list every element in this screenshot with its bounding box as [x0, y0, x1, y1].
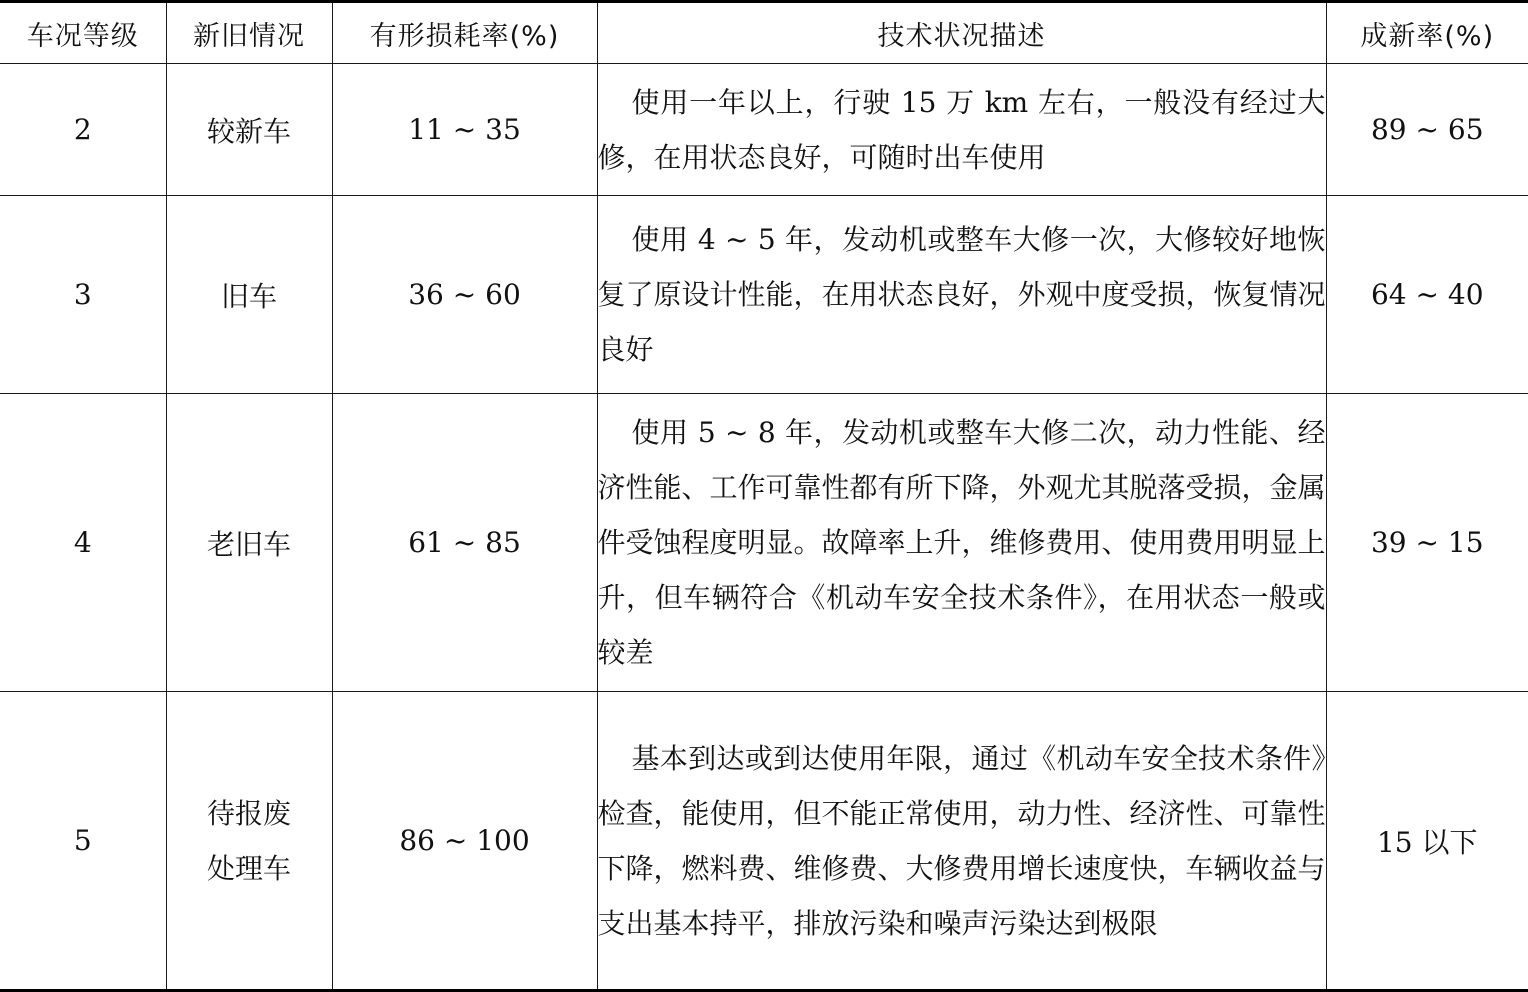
wear-rate-cell: 86 ~ 100	[332, 692, 597, 991]
new-rate-cell: 15 以下	[1326, 692, 1528, 991]
status-line: 处理车	[206, 851, 291, 885]
description-cell: 使用一年以上，行驶 15 万 km 左右，一般没有经过大修，在用状态良好，可随时出车使用	[597, 64, 1326, 196]
wear-rate-cell: 11 ~ 35	[332, 64, 597, 196]
grade-cell: 5	[0, 692, 166, 991]
wear-rate-cell: 36 ~ 60	[332, 196, 597, 394]
status-cell	[166, 692, 332, 991]
header-grade: 车况等级	[0, 2, 166, 64]
new-rate-cell: 39 ~ 15	[1326, 394, 1528, 692]
description-cell: 使用 4 ~ 5 年，发动机或整车大修一次，大修较好地恢复了原设计性能，在用状态良好，外观中度受损，恢复情况良好	[597, 196, 1326, 394]
wear-rate-cell: 61 ~ 85	[332, 394, 597, 692]
table-row	[0, 196, 1528, 394]
new-rate-cell: 64 ~ 40	[1326, 196, 1528, 394]
status-cell: 较新车	[166, 64, 332, 196]
table-row	[0, 394, 1528, 692]
status-cell: 老旧车	[166, 394, 332, 692]
header-description: 技术状况描述	[597, 2, 1326, 64]
description-cell: 使用 5 ~ 8 年，发动机或整车大修二次，动力性能、经济性能、工作可靠性都有所下降，外观尤其脱落受损，金属件受蚀程度明显。故障率上升，维修费用、使用费用明显上升，但车辆符合《机动车安全技术条件》，在用状态一般或较差	[597, 394, 1326, 692]
grade-cell: 4	[0, 394, 166, 692]
grade-cell: 2	[0, 64, 166, 196]
header-wear-rate: 有形损耗率(%)	[332, 2, 597, 64]
header-row	[0, 2, 1528, 64]
grade-cell: 3	[0, 196, 166, 394]
new-rate-cell: 89 ~ 65	[1326, 64, 1528, 196]
table-row	[0, 692, 1528, 991]
status-line: 待报废	[206, 796, 291, 830]
description-cell: 基本到达或到达使用年限，通过《机动车安全技术条件》检查，能使用，但不能正常使用，动力性、经济性、可靠性下降，燃料费、维修费、大修费用增长速度快，车辆收益与支出基本持平，排放污染和噪声污染达到极限	[597, 692, 1326, 991]
table-row	[0, 64, 1528, 196]
header-status: 新旧情况	[166, 2, 332, 64]
status-cell: 旧车	[166, 196, 332, 394]
header-new-rate: 成新率(%)	[1326, 2, 1528, 64]
